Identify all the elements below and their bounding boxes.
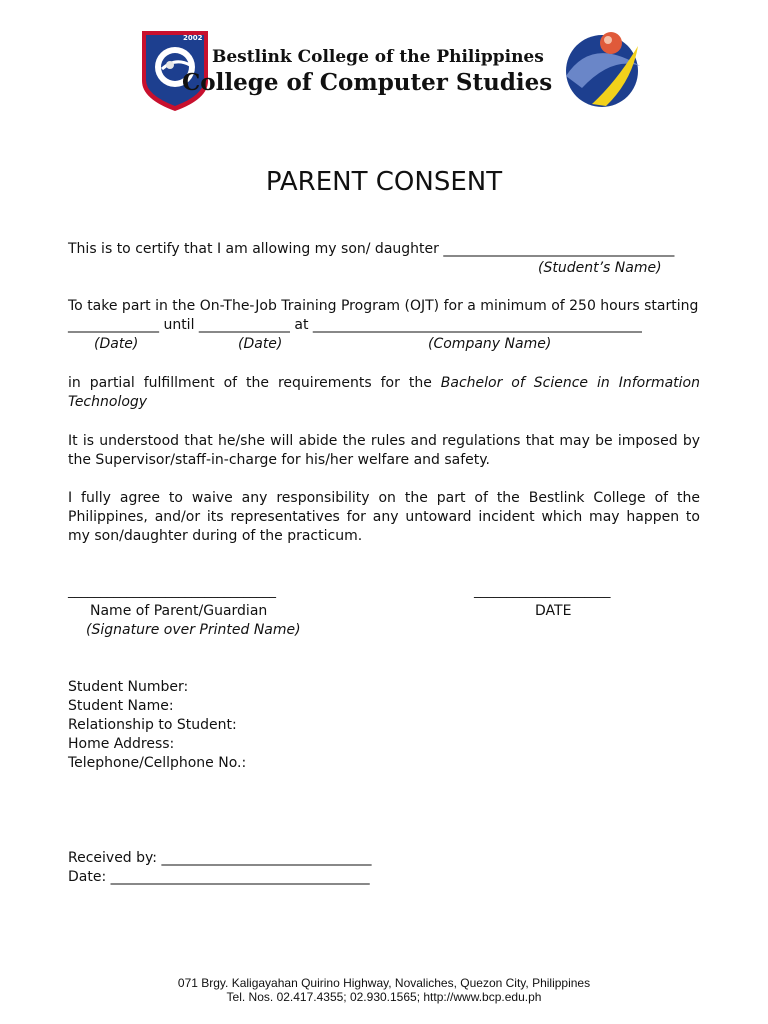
ojt-line-2: _____________ until _____________ at _______________________________________________ xyxy=(68,317,642,333)
signature-line: ________________________________ xyxy=(68,584,276,599)
fulfillment-paragraph xyxy=(68,374,700,412)
globe-swoosh-icon xyxy=(562,26,642,112)
company-name-caption: (Company Name) xyxy=(428,336,552,352)
home-address-field: Home Address: xyxy=(68,736,175,752)
college-name: Bestlink College of the Philippines xyxy=(212,47,544,67)
department-name: College of Computer Studies xyxy=(182,69,553,96)
seal-year: 2002 xyxy=(183,34,203,42)
date-signature-line: _____________________ xyxy=(474,584,611,599)
understood-paragraph: It is understood that he/she will abide the rules and regulations that may be imposed by the Supervisor/staff-in-charge for his/her welfare and safety. xyxy=(68,433,700,468)
footer-contact: Tel. Nos. 02.417.4355; 02.930.1565; http://www.bcp.edu.ph xyxy=(226,990,542,1004)
fulfillment-text: in partial fulfillment of the requirements for the xyxy=(68,375,441,391)
date-caption-end: (Date) xyxy=(238,336,283,352)
received-date-field: Date: _____________________________________ xyxy=(68,869,370,885)
parent-name-label: Name of Parent/Guardian xyxy=(90,603,268,619)
signature-caption: (Signature over Printed Name) xyxy=(86,622,301,638)
student-name-caption: (Student’s Name) xyxy=(538,260,662,276)
ojt-line-1: To take part in the On-The-Job Training Program (OJT) for a minimum of 250 hours starting xyxy=(68,298,699,314)
program-name: Bachelor of Science in Information Technology xyxy=(68,375,700,410)
student-name-field: Student Name: xyxy=(68,698,174,714)
footer-address: 071 Brgy. Kaligayahan Quirino Highway, Novaliches, Quezon City, Philippines xyxy=(177,976,591,990)
date-label: DATE xyxy=(535,603,572,619)
relationship-field: Relationship to Student: xyxy=(68,717,237,733)
received-by-field: Received by: ______________________________ xyxy=(68,850,372,866)
certify-line: This is to certify that I am allowing my son/ daughter _________________________________ xyxy=(68,241,675,257)
page-title: PARENT CONSENT xyxy=(265,167,503,197)
department-logo xyxy=(562,26,642,112)
telephone-field: Telephone/Cellphone No.: xyxy=(68,755,247,771)
date-caption-start: (Date) xyxy=(94,336,139,352)
student-number-field: Student Number: xyxy=(68,679,189,695)
waiver-paragraph: I fully agree to waive any responsibility on the part of the Bestlink College of the Philippines, and/or its representatives for any untoward incident which may happen to my son/daughter during of the practicum. xyxy=(68,490,700,544)
